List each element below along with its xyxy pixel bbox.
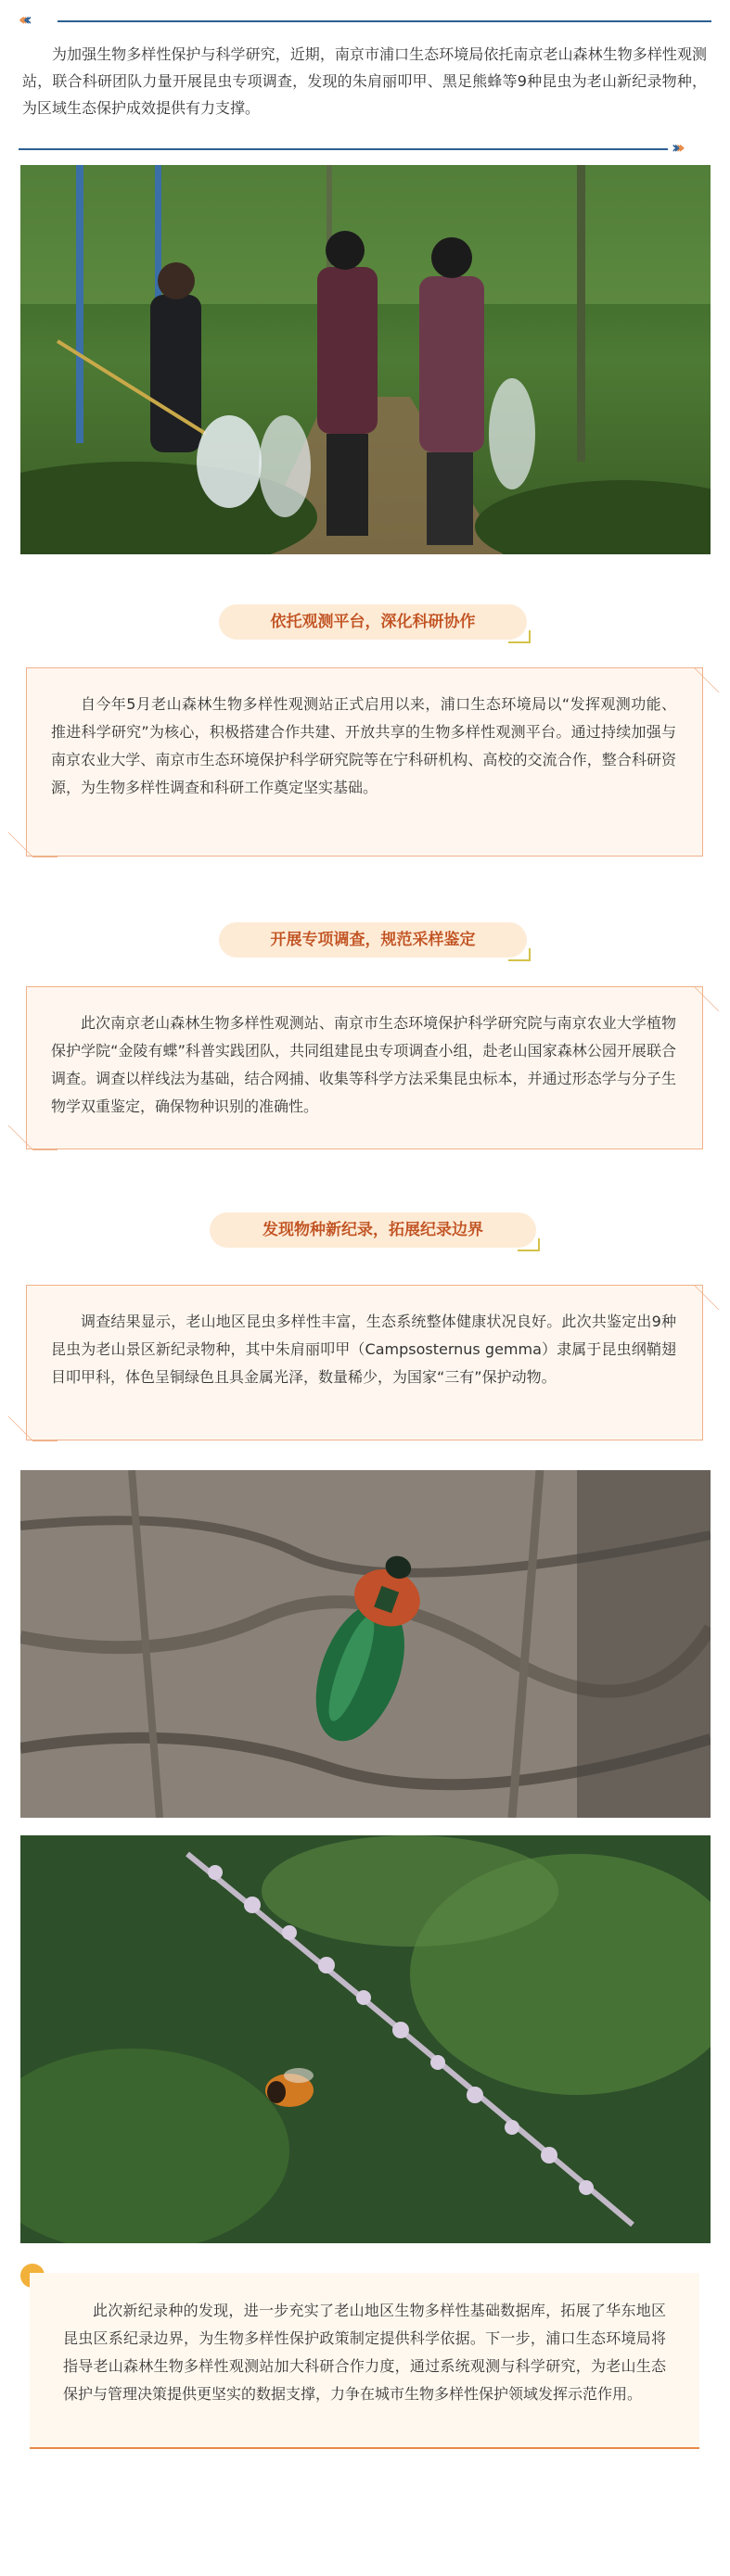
section-2-card xyxy=(26,986,703,1149)
section-1-card xyxy=(26,667,703,857)
top-rule xyxy=(58,20,711,22)
chevron-left-icon: ‹‹‹‹ xyxy=(19,10,28,30)
section-1-heading-corner xyxy=(508,630,531,643)
section-3-heading-corner xyxy=(518,1238,540,1251)
intro-divider xyxy=(19,148,668,150)
intro-paragraph: 为加强生物多样性保护与科学研究，近期，南京市浦口生态环境局依托南京老山森林生物多样性观测站，联合科研团队力量开展昆虫专项调查，发现的朱肩丽叩甲、黑足熊蜂等9种昆虫为老山新纪录物种，为区域生态保护成效提供有力支撑。 xyxy=(22,45,707,117)
section-3-heading: 发现物种新纪录，拓展纪录边界 xyxy=(210,1212,536,1248)
section-2-heading-corner xyxy=(508,948,531,961)
section-3-card xyxy=(26,1285,703,1440)
section-2-heading: 开展专项调查，规范采样鉴定 xyxy=(219,922,527,958)
conclusion-body: 此次新纪录种的发现，进一步充实了老山地区生物多样性基础数据库，拓展了华东地区昆虫区系纪录边界，为生物多样性保护政策制定提供科学依据。下一步，浦口生态环境局将指导老山森林生物多样性观测站加大科研合作力度，通过系统观测与科学研究，为老山生态保护与管理决策提供更坚实的数据支撑，力争在城市生物多样性保护领域发挥示范作用。 xyxy=(63,2302,666,2403)
section-1-body: 自今年5月老山森林生物多样性观测站正式启用以来，浦口生态环境局以“发挥观测功能、推进科学研究”为核心，积极搭建合作共建、开放共享的生物多样性观测平台。通过持续加强与南京农业大学、南京市生态环境保护科学研究院等在宁科研机构、高校的交流合作，整合科研资源，为生物多样性调查和科研工作奠定坚实基础。 xyxy=(51,695,676,796)
section-2-body: 此次南京老山森林生物多样性观测站、南京市生态环境保护科学研究院与南京农业大学植物保护学院“金陵有蝶”科普实践团队，共同组建昆虫专项调查小组，赴老山国家森林公园开展联合调查。调查以样线法为基础，结合网捕、收集等科学方法采集昆虫标本，并通过形态学与分子生物学双重鉴定，确保物种识别的准确性。 xyxy=(51,1014,676,1115)
conclusion-card xyxy=(30,2273,699,2449)
section-1-heading: 依托观测平台，深化科研协作 xyxy=(219,604,527,640)
photo-bumblebee-flowers xyxy=(20,1835,711,2243)
section-3-body: 调查结果显示，老山地区昆虫多样性丰富，生态系统整体健康状况良好。此次共鉴定出9种昆虫为老山景区新纪录物种，其中朱肩丽叩甲（Campsosternus gemma）隶属于昆虫纲鞘翅目叩甲科，体色呈铜绿色且具金属光泽，数量稀少，为国家“三有”保护动物。 xyxy=(51,1313,676,1386)
chevron-right-icon: ›››› xyxy=(672,138,681,158)
photo-beetle-on-bark xyxy=(20,1470,711,1818)
photo-researchers-forest xyxy=(20,165,711,554)
